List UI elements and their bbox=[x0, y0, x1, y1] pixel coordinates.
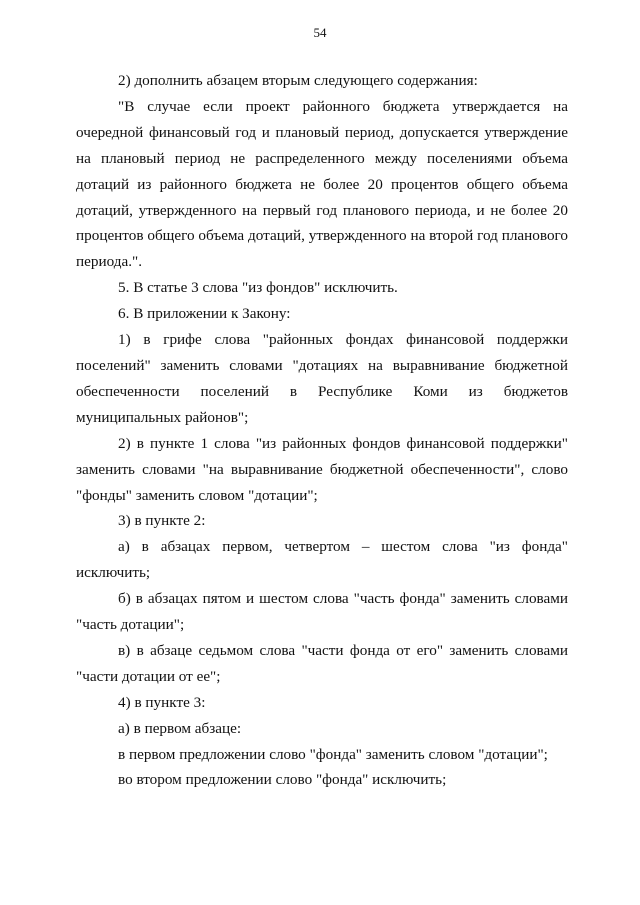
paragraph-item-6: 6. В приложении к Закону: bbox=[118, 305, 291, 323]
paragraph-subitem-4a: а) в первом абзаце: bbox=[118, 719, 242, 737]
paragraph-quoted-text: "В случае если проект районного бюджета утверждается на очередной финансовый год и плановый период, допускается утверждение на плановый период не распределенного между поселениями объема дотаций из районного бюджета не более 20 процентов общего объема дотаций, утвержденного на первый год планового периода, и не более 20 процентов общего объема дотаций, утвержденного на второй год планового периода.". bbox=[76, 97, 568, 271]
page-number: 54 bbox=[313, 25, 327, 40]
paragraph-subitem-3v: в) в абзаце седьмом слова "части фонда от его" заменить словами "части дотации от ее"; bbox=[76, 641, 568, 685]
paragraph-subitem-3b: б) в абзацах пятом и шестом слова "часть фонда" заменить словами "часть дотации"; bbox=[76, 590, 568, 634]
paragraph-subitem-4: 4) в пункте 3: bbox=[118, 693, 206, 711]
paragraph-subitem-3: 3) в пункте 2: bbox=[118, 512, 206, 530]
paragraph-subitem-1: 1) в грифе слова "районных фондах финансовой поддержки поселений" заменить словами "дотациях на выравнивание бюджетной обеспеченности поселений в Республике Коми из бюджетов муниципальных районов"; bbox=[76, 331, 568, 426]
paragraph-subitem-2: 2) в пункте 1 слова "из районных фондов финансовой поддержки" заменить словами "на выравнивание бюджетной обеспеченности", слово "фонды" заменить словом "дотации"; bbox=[76, 434, 568, 504]
document-body bbox=[76, 68, 568, 793]
paragraph-item-2-add: 2) дополнить абзацем вторым следующего содержания: bbox=[118, 72, 478, 89]
paragraph-first-sentence: в первом предложении слово "фонда" заменить словом "дотации"; bbox=[118, 745, 548, 763]
paragraph-second-sentence: во втором предложении слово "фонда" исключить; bbox=[118, 771, 447, 789]
paragraph-item-5: 5. В статье 3 слова "из фондов" исключить. bbox=[118, 279, 398, 297]
paragraph-subitem-3a: а) в абзацах первом, четвертом – шестом слова "из фонда" исключить; bbox=[76, 538, 568, 582]
